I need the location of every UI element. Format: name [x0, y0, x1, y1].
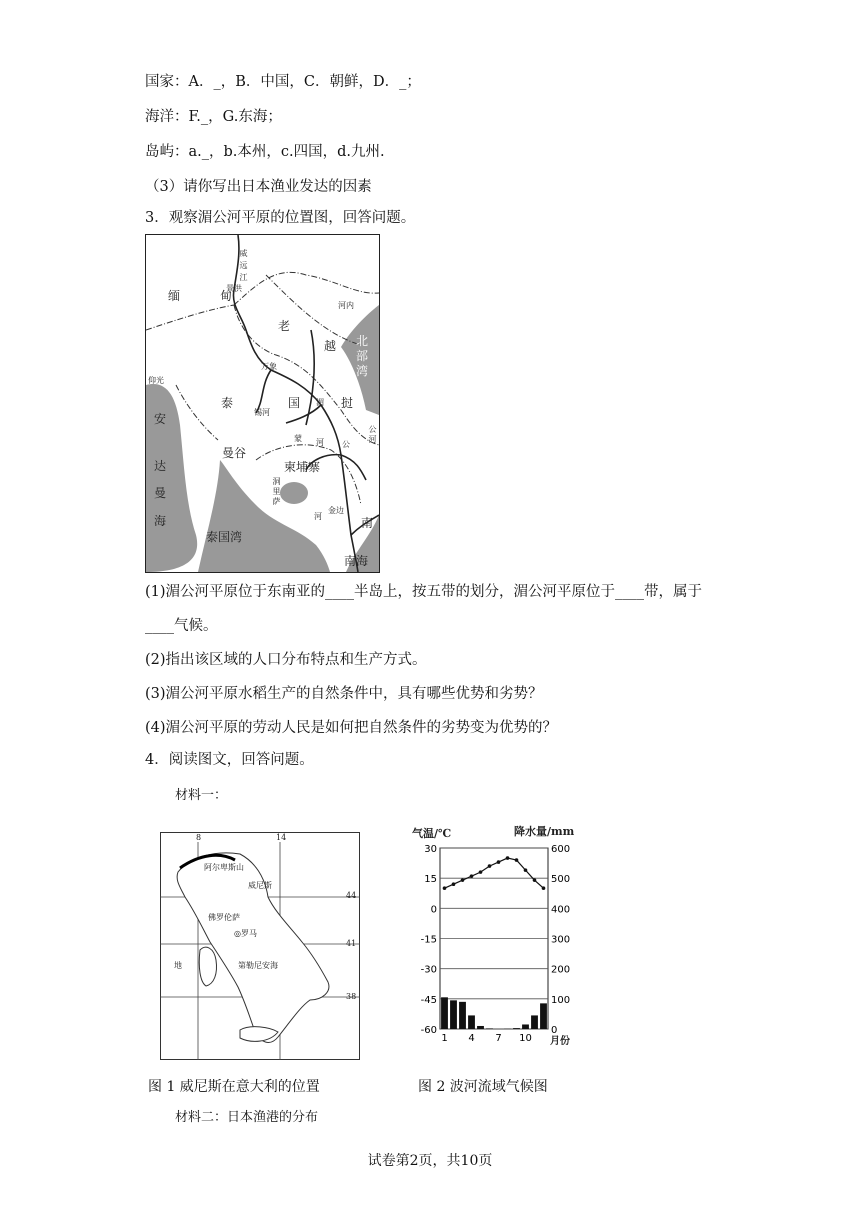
map-label-thai1: 泰 — [221, 396, 234, 410]
q4-material1: 材料一： — [175, 788, 228, 803]
fig1-florence: 佛罗伦萨 — [208, 913, 240, 922]
temperature-point — [443, 886, 447, 890]
map-label-gonghe: 公河 — [368, 425, 377, 445]
map-label-gulf: 泰国湾 — [206, 530, 243, 544]
map-label-yue: 越 — [324, 339, 337, 353]
fig1-rome: ◎罗马 — [234, 929, 257, 938]
map-label-he1: 河 — [316, 438, 324, 447]
map-label-weiyuan2: 远 — [239, 261, 248, 271]
precip-bar — [522, 1024, 529, 1029]
x-tick-label: 7 — [495, 1033, 502, 1044]
y-left-tick-label: 15 — [424, 874, 437, 886]
y-right-tick-label: 600 — [551, 844, 571, 855]
y-left-tick-label: -15 — [420, 934, 437, 946]
x-tick-label: 1 — [441, 1033, 448, 1044]
map-label-nan: 南 — [361, 516, 374, 530]
fig1-lon-14: 14 — [276, 833, 287, 842]
fig1-sardinia: 地 — [174, 961, 182, 970]
italy-map — [160, 832, 360, 1060]
q2-oceans: 海洋：F._，G.东海； — [145, 109, 282, 125]
q2-part3: （3）请你写出日本渔业发达的因素 — [145, 179, 372, 195]
y-right-tick-label: 200 — [551, 964, 571, 976]
q3-sub4: (4)湄公河平原的劳动人民是如何把自然条件的劣势变为优势的？ — [145, 720, 558, 736]
y-right-tick-label: 300 — [551, 934, 571, 946]
q3-title: 3．观察湄公河平原的位置图，回答问题。 — [145, 210, 416, 226]
x-tick-label: 4 — [468, 1033, 475, 1044]
map-label-thai2: 国 — [288, 396, 301, 410]
fig1-caption: 图 1 威尼斯在意大利的位置 — [148, 1079, 320, 1095]
temperature-point — [479, 870, 483, 874]
y-right-tick-label: 0 — [551, 1025, 558, 1036]
map-label-dongli: 洞里萨 — [272, 477, 281, 507]
temperature-point — [542, 886, 546, 890]
precip-bar — [540, 1003, 547, 1029]
map-label-nanhai: 南海 — [344, 554, 369, 568]
fig2-caption: 图 2 波河流域气候图 — [418, 1079, 548, 1095]
temperature-point — [515, 858, 519, 862]
fig1-lat-38: 38 — [346, 992, 357, 1001]
temperature-point — [461, 878, 465, 882]
q3-sub1: (1)湄公河平原位于东南亚的____半岛上，按五带的划分，湄公河平原位于____带，属于 — [145, 584, 703, 600]
map-label-meng: 蒙 — [294, 434, 302, 443]
y-left-tick-label: 30 — [424, 844, 437, 855]
climate-chart-svg — [410, 824, 585, 1049]
climate-chart — [410, 824, 585, 1049]
temperature-point — [497, 860, 501, 864]
precip-bar — [513, 1028, 520, 1029]
fig1-lon-8: 8 — [196, 833, 202, 842]
fig1-lat-44: 44 — [346, 891, 357, 900]
q2-islands: 岛屿：a._，b.本州，c.四国，d.九州. — [145, 144, 385, 160]
map-label-beibuwan3: 湾 — [356, 364, 369, 378]
temperature-point — [488, 864, 492, 868]
temperature-point — [506, 856, 510, 860]
map-label-andaman2: 达 — [154, 459, 167, 473]
mekong-map — [145, 234, 380, 573]
fig1-venice: 威尼斯 — [248, 881, 272, 890]
map-label-andaman1: 安 — [154, 412, 167, 426]
temperature-point — [452, 882, 456, 886]
y-left-tick-label: 0 — [430, 904, 437, 916]
fig2-left-title: 气温/℃ — [412, 827, 452, 840]
map-label-zhua: 挝 — [341, 396, 354, 410]
map-label-hanoi: 河内 — [338, 301, 354, 310]
map-label-andaman4: 海 — [154, 514, 167, 528]
map-label-beibuwan2: 部 — [356, 349, 369, 363]
q4-title: 4．阅读图文，回答问题。 — [145, 752, 314, 768]
map-label-vientiane: 万象 — [261, 362, 277, 371]
page-footer: 试卷第2页，共10页 — [367, 1153, 493, 1169]
map-label-gong: 公 — [342, 440, 350, 449]
q4-material2: 材料二：日本渔港的分布 — [175, 1110, 319, 1125]
map-label-beibuwan1: 北 — [356, 334, 369, 348]
map-label-xihe: 锡河 — [254, 408, 270, 417]
y-left-tick-label: -30 — [420, 964, 437, 976]
precip-bar — [486, 1028, 493, 1029]
map-label-xiang: 湄 — [316, 398, 324, 407]
fig2-right-title: 降水量/mm — [514, 825, 575, 838]
map-label-he2: 河 — [314, 512, 322, 521]
map-label-jinghong: 景洪 — [226, 284, 242, 293]
y-left-tick-label: -60 — [420, 1025, 437, 1036]
q3-sub1b: ____气候。 — [145, 618, 218, 634]
map-label-yangon: 仰光 — [148, 376, 164, 385]
precip-bar — [459, 1002, 466, 1029]
precip-bar — [468, 1015, 475, 1029]
map-label-burma2: 甸 — [220, 289, 233, 303]
fig1-alps: 阿尔卑斯山 — [204, 863, 244, 872]
precip-bar — [477, 1026, 484, 1029]
temperature-point — [524, 868, 528, 872]
x-tick-label: 10 — [519, 1033, 532, 1044]
map-label-lao: 老 — [278, 319, 291, 333]
q2-countries: 国家：A．_，B．中国，C．朝鲜，D．_； — [145, 74, 421, 90]
temperature-point — [470, 874, 474, 878]
map-label-andaman3: 曼 — [154, 486, 167, 500]
map-label-cambodia: 柬埔寨 — [284, 460, 321, 474]
map-label-kinbian: 金边 — [328, 506, 344, 515]
fig2-month-label: 月份 — [550, 1036, 570, 1047]
map-label-bangkok: 曼谷 — [222, 446, 247, 460]
map-label-burma1: 缅 — [168, 289, 181, 303]
precip-bar — [531, 1015, 538, 1029]
y-right-tick-label: 100 — [551, 994, 571, 1006]
precip-bar — [441, 997, 448, 1029]
precip-bar — [450, 1000, 457, 1029]
y-left-tick-label: -45 — [420, 994, 437, 1006]
temperature-line — [445, 858, 544, 888]
q3-sub3: (3)湄公河平原水稻生产的自然条件中，具有哪些优势和劣势？ — [145, 686, 543, 702]
map-label-weiyuan: 威 — [239, 249, 248, 259]
temperature-point — [533, 878, 537, 882]
y-right-tick-label: 500 — [551, 874, 571, 886]
fig1-lat-41: 41 — [346, 939, 357, 948]
fig1-tyrrhenian: 第勒尼安海 — [238, 961, 278, 970]
q3-sub2: (2)指出该区域的人口分布特点和生产方式。 — [145, 652, 427, 668]
y-right-tick-label: 400 — [551, 904, 571, 916]
map-label-weiyuan3: 江 — [239, 273, 248, 283]
